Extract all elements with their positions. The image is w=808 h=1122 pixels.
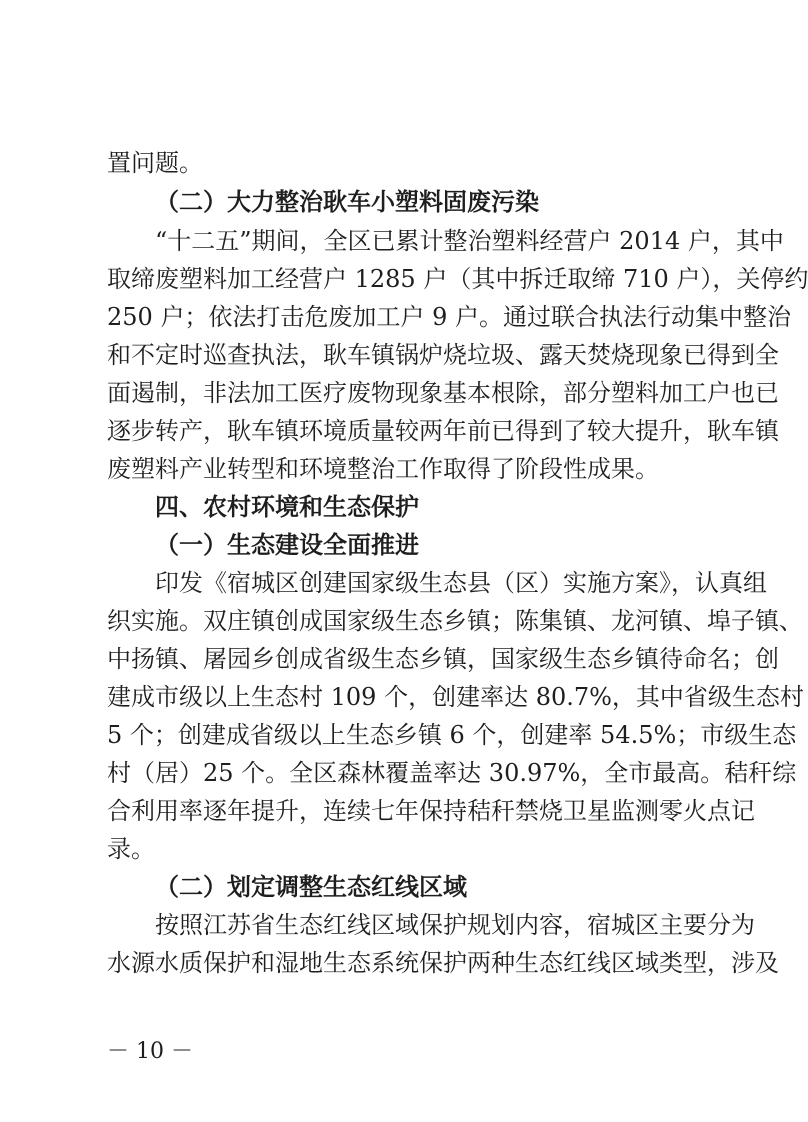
paragraph-line: 取缔废塑料加工经营户 1285 户（其中拆迁取缔 710 户），关停约: [107, 265, 808, 293]
page-number: － 10 －: [107, 1039, 193, 1064]
paragraph-line: 面遏制，非法加工医疗废物现象基本根除，部分塑料加工户也已: [107, 379, 779, 407]
paragraph-line: 置问题。: [107, 149, 203, 177]
paragraph-line: 250 户；依法打击危废加工户 9 户。通过联合执法行动集中整治: [107, 303, 791, 331]
paragraph-line: 录。: [107, 835, 155, 863]
paragraph-line: 村（居）25 个。全区森林覆盖率达 30.97%，全市最高。秸秆综: [107, 759, 797, 787]
section-heading: （一）生态建设全面推进: [155, 530, 419, 559]
paragraph-line: 和不定时巡查执法，耿车镇锅炉烧垃圾、露天焚烧现象已得到全: [107, 341, 779, 369]
paragraph-line: 废塑料产业转型和环境整治工作取得了阶段性成果。: [107, 455, 659, 483]
section-heading: （二）划定调整生态红线区域: [155, 872, 467, 901]
paragraph-line: 合利用率逐年提升，连续七年保持秸秆禁烧卫星监测零火点记: [107, 797, 755, 825]
paragraph-line: 中扬镇、屠园乡创成省级生态乡镇，国家级生态乡镇待命名；创: [107, 645, 779, 673]
paragraph-line: 水源水质保护和湿地生态系统保护两种生态红线区域类型，涉及: [107, 949, 779, 977]
paragraph-line: 按照江苏省生态红线区域保护规划内容，宿城区主要分为: [155, 911, 755, 939]
section-heading: （二）大力整治耿车小塑料固废污染: [155, 187, 539, 216]
paragraph-line: “十二五”期间，全区已累计整治塑料经营户 2014 户，其中: [155, 227, 784, 255]
paragraph-line: 印发《宿城区创建国家级生态县（区）实施方案》，认真组: [155, 569, 767, 597]
chapter-heading: 四、农村环境和生态保护: [155, 492, 419, 521]
paragraph-line: 逐步转产，耿车镇环境质量较两年前已得到了较大提升，耿车镇: [107, 417, 779, 445]
paragraph-line: 织实施。双庄镇创成国家级生态乡镇；陈集镇、龙河镇、埠子镇、: [107, 607, 803, 635]
paragraph-line: 5 个；创建成省级以上生态乡镇 6 个，创建率 54.5%；市级生态: [107, 721, 797, 749]
paragraph-line: 建成市级以上生态村 109 个，创建率达 80.7%，其中省级生态村: [107, 683, 804, 711]
